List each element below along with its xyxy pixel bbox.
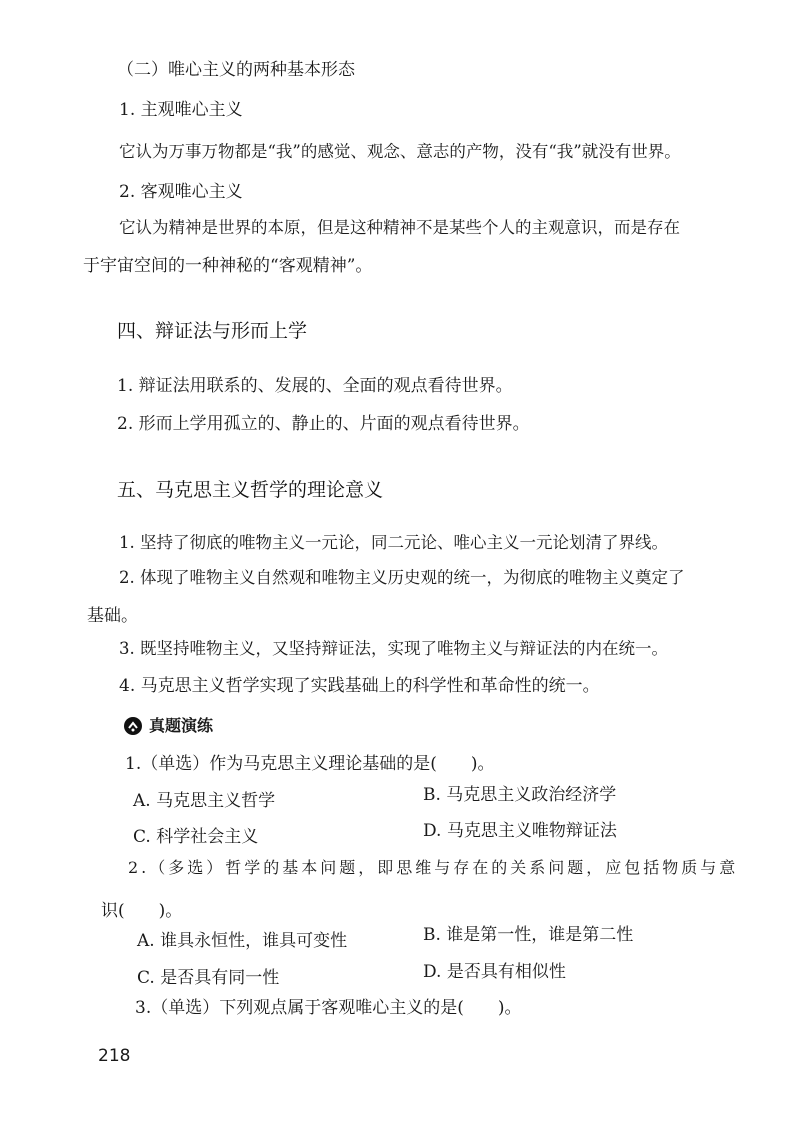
section-4-heading: 四、辩证法与形而上学: [117, 320, 308, 342]
section-5-item-3: 3. 既坚持唯物主义，又坚持辩证法，实现了唯物主义与辩证法的内在统一。: [119, 639, 668, 658]
section-sub-heading: （二）唯心主义的两种基本形态: [117, 60, 355, 80]
question-2-stem-line1: 2.（多选）哲学的基本问题，即思维与存在的关系问题，应包括物质与意: [128, 858, 739, 877]
section-4-item-2: 2. 形而上学用孤立的、静止的、片面的观点看待世界。: [117, 414, 530, 434]
question-1-option-a: A. 马克思主义哲学: [133, 791, 276, 811]
item-subjective-idealism-desc: 它认为万事万物都是“我”的感觉、观念、意志的产物，没有“我”就没有世界。: [119, 142, 681, 161]
exam-practice-heading: [123, 716, 213, 736]
section-5-item-2-line1: 2. 体现了唯物主义自然观和唯物主义历史观的统一，为彻底的唯物主义奠定了: [119, 568, 685, 587]
item-objective-idealism-desc-line2: 于宇宙空间的一种神秘的“客观精神”。: [83, 256, 373, 276]
item-objective-idealism-desc-line1: 它认为精神是世界的本原，但是这种精神不是某些个人的主观意识，而是存在: [119, 218, 680, 237]
item-objective-idealism-title: 2. 客观唯心主义: [119, 182, 243, 202]
question-1-option-d: D. 马克思主义唯物辩证法: [423, 821, 617, 841]
question-2-stem-line2: 识( )。: [101, 901, 183, 921]
question-2-option-c: C. 是否具有同一性: [137, 968, 280, 988]
question-2-option-a: A. 谁具永恒性，谁具可变性: [137, 931, 348, 951]
section-5-item-4: 4. 马克思主义哲学实现了实践基础上的科学性和革命性的统一。: [119, 676, 600, 696]
question-3-stem: 3.（单选）下列观点属于客观唯心主义的是( )。: [135, 998, 522, 1018]
question-2-option-b: B. 谁是第一性，谁是第二性: [423, 925, 634, 945]
section-5-item-2-line2: 基础。: [87, 606, 138, 626]
question-1-option-b: B. 马克思主义政治经济学: [423, 785, 617, 805]
section-5-item-1: 1. 坚持了彻底的唯物主义一元论，同二元论、唯心主义一元论划清了界线。: [119, 533, 668, 552]
page-number: 218: [98, 1046, 131, 1066]
question-1-stem: 1.（单选）作为马克思主义理论基础的是( )。: [125, 754, 495, 774]
question-1-option-c: C. 科学社会主义: [133, 827, 259, 847]
section-4-item-1: 1. 辩证法用联系的、发展的、全面的观点看待世界。: [117, 376, 513, 396]
section-5-heading: 五、马克思主义哲学的理论意义: [117, 479, 384, 501]
exam-practice-title: 真题演练: [149, 716, 214, 735]
question-2-option-d: D. 是否具有相似性: [423, 962, 566, 982]
item-subjective-idealism-title: 1. 主观唯心主义: [119, 100, 243, 120]
practice-badge-icon: [123, 716, 143, 736]
